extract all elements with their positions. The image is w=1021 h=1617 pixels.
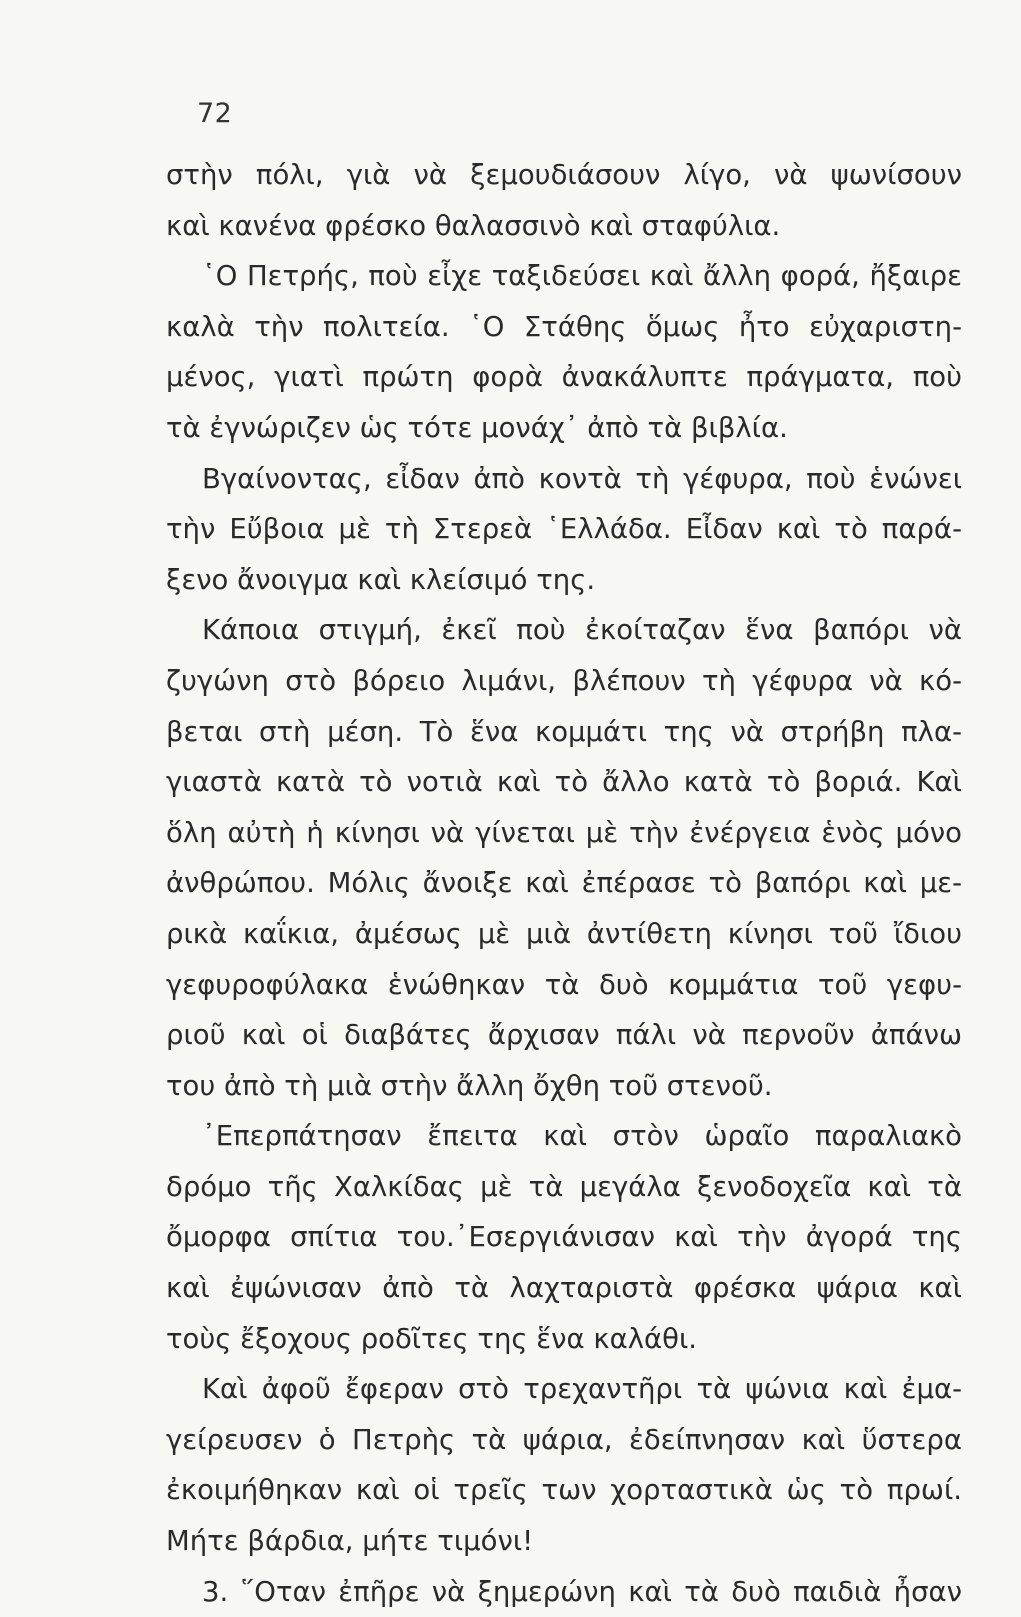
text-line: Κάποια στιγμή, ἐκεῖ ποὺ ἐκοίταζαν ἕνα βαπόρι νὰ xyxy=(202,614,962,647)
text-line: στὴν πόλι, γιὰ νὰ ξεμουδιάσουν λίγο, νὰ ψωνίσουν xyxy=(166,159,962,191)
text-line: δρόμο τῆς Χαλκίδας μὲ τὰ μεγάλα ξενοδοχεῖα καὶ τὰ xyxy=(166,1170,962,1203)
text-line: ᾿Επερπάτησαν ἔπειτα καὶ στὸν ὡραῖο παραλιακὸ xyxy=(202,1120,962,1153)
text-line: 3. ῞Οταν ἐπῆρε νὰ ξημερώνη καὶ τὰ δυὸ παιδιὰ ἦσαν xyxy=(202,1575,962,1608)
text-line: τὴν Εὔβοια μὲ τὴ Στερεὰ ῾Ελλάδα. Εἶδαν καὶ τὸ παρά- xyxy=(166,513,962,546)
text-line: γιαστὰ κατὰ τὸ νοτιὰ καὶ τὸ ἄλλο κατὰ τὸ βοριά. Καὶ xyxy=(166,766,962,799)
text-line: ὅλη αὐτὴ ἡ κίνησι νὰ γίνεται μὲ τὴν ἐνέργεια ἑνὸς μόνο xyxy=(166,816,962,849)
text-line: ξενο ἄνοιγμα καὶ κλείσιμό της. xyxy=(166,563,596,596)
text-line: Καὶ ἀφοῦ ἔφεραν στὸ τρεχαντῆρι τὰ ψώνια καὶ ἐμα- xyxy=(202,1373,962,1406)
text-line: γεφυροφύλακα ἑνώθηκαν τὰ δυὸ κομμάτια τοῦ γεφυ- xyxy=(166,968,962,1001)
text-line: ριοῦ καὶ οἱ διαβάτες ἄρχισαν πάλι νὰ περνοῦν ἀπάνω xyxy=(166,1019,962,1052)
text-line: καὶ ἐψώνισαν ἀπὸ τὰ λαχταριστὰ φρέσκα ψάρια καὶ xyxy=(166,1272,962,1305)
text-line: ἐκοιμήθηκαν καὶ οἱ τρεῖς των χορταστικὰ ὡς τὸ πρωί. xyxy=(166,1474,962,1507)
text-line: τοὺς ἔξοχους ροδῖτες της ἕνα καλάθι. xyxy=(166,1322,697,1355)
text-line: καὶ κανένα φρέσκο θαλασσινὸ καὶ σταφύλια. xyxy=(166,209,781,242)
body-text xyxy=(166,150,966,1617)
text-line: ἀνθρώπου. Μόλις ἄνοιξε καὶ ἐπέρασε τὸ βαπόρι καὶ με- xyxy=(166,867,962,900)
text-line: ῾Ο Πετρής, ποὺ εἶχε ταξιδεύσει καὶ ἄλλη φορά, ἤξαιρε xyxy=(202,260,962,293)
text-line: γείρευσεν ὁ Πετρὴς τὰ ψάρια, ἐδείπνησαν καὶ ὕστερα xyxy=(166,1423,962,1456)
text-line: ὄμορφα σπίτια του.᾿Εσεργιάνισαν καὶ τὴν ἀγορά της xyxy=(166,1221,962,1254)
text-line: ζυγώνη στὸ βόρειο λιμάνι, βλέπουν τὴ γέφυρα νὰ κό- xyxy=(166,664,962,697)
text-line: βεται στὴ μέση. Τὸ ἕνα κομμάτι της νὰ στρήβη πλα- xyxy=(166,715,962,748)
text-line: του ἀπὸ τὴ μιὰ στὴν ἄλλη ὄχθη τοῦ στενοῦ. xyxy=(166,1069,773,1102)
text-line: καλὰ τὴν πολιτεία. ῾Ο Στάθης ὅμως ἦτο εὐχαριστη- xyxy=(166,310,962,343)
text-line: Βγαίνοντας, εἶδαν ἀπὸ κοντὰ τὴ γέφυρα, ποὺ ἑνώνει xyxy=(202,462,962,495)
text-line: Μήτε βάρδια, μήτε τιμόνι! xyxy=(166,1525,534,1558)
page-number: 72 xyxy=(197,98,233,129)
text-line: τὰ ἐγνώριζεν ὡς τότε μονάχ᾽ ἀπὸ τὰ βιβλία. xyxy=(166,411,788,444)
text-line: μένος, γιατὶ πρώτη φορὰ ἀνακάλυπτε πράγματα, ποὺ xyxy=(166,361,962,394)
text-line: ρικὰ καΐκια, ἀμέσως μὲ μιὰ ἀντίθετη κίνησι τοῦ ἴδιου xyxy=(166,917,962,950)
